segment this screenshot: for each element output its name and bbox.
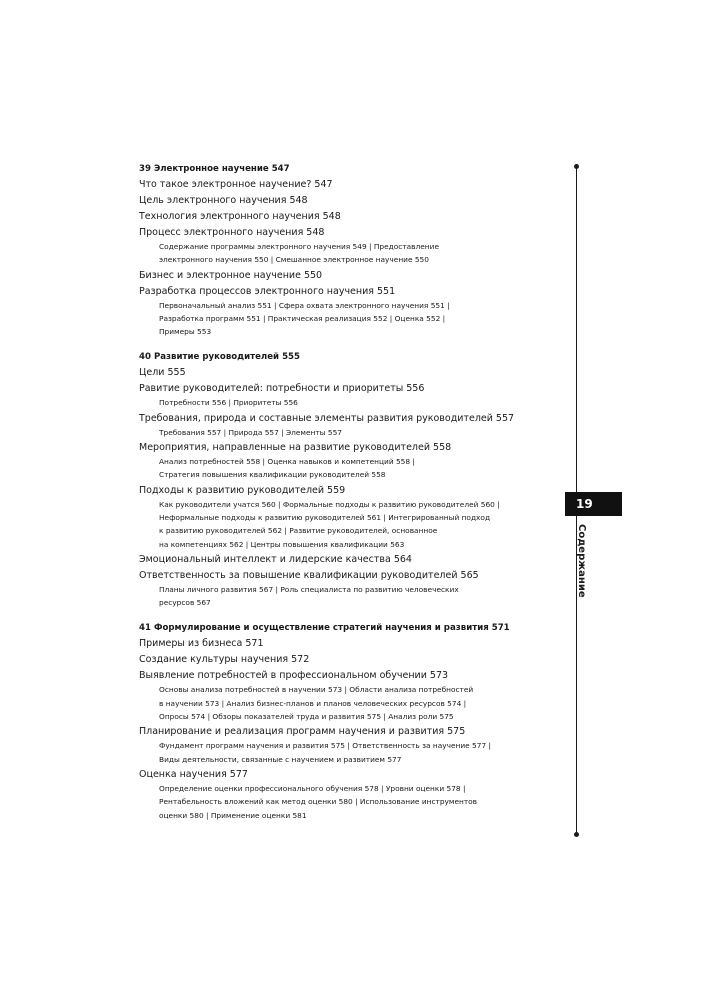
subsection-list <box>159 739 539 766</box>
section-title[interactable]: Цель электронного научения 548 <box>139 195 308 206</box>
section-title[interactable]: Подходы к развитию руководителей 559 <box>139 484 346 496</box>
subsection-line: Фундамент программ научения и развития 575 | Ответственность за научение 577 | <box>159 741 491 751</box>
section-title[interactable]: Цели 555 <box>139 367 186 379</box>
section-title[interactable]: Планирование и реализация программ научения и развития 575 <box>139 726 466 738</box>
subsection-line: Потребности 556 | Приоритеты 556 <box>159 398 298 408</box>
chapter-title[interactable]: 40 Развитие руководителей 555 <box>139 352 301 363</box>
subsection-line: оценки 580 | Применение оценки 581 <box>159 810 307 820</box>
page-number: 19 <box>576 497 593 511</box>
section-title[interactable]: Выявление потребностей в профессиональном обучении 573 <box>139 670 449 682</box>
subsection-list <box>159 583 539 610</box>
subsection-line: к развитию руководителей 562 | Развитие руководителей, основанное <box>159 526 438 536</box>
subsection-line: Планы личного развития 567 | Роль специалиста по развитию человеческих <box>159 584 459 594</box>
subsection-line: Стратегия повышения квалификации руководителей 558 <box>159 470 386 480</box>
rule-bottom-dot <box>574 832 579 837</box>
section-title[interactable]: Ответственность за повышение квалификации руководителей 565 <box>139 569 479 581</box>
subsection-list <box>159 426 539 439</box>
section-title[interactable]: Эмоциональный интеллект и лидерские качества 564 <box>139 553 412 565</box>
subsection-list <box>159 455 539 482</box>
toc-section <box>139 285 539 339</box>
subsection-line: Как руководители учатся 560 | Формальные подходы к развитию руководителей 560 | <box>159 499 500 509</box>
running-head <box>574 524 588 604</box>
subsection-line: Виды деятельности, связанные с научением и развитием 577 <box>159 754 402 764</box>
toc-section <box>139 725 539 766</box>
toc-section <box>139 669 539 723</box>
subsection-line: Анализ потребностей 558 | Оценка навыков и компетенций 558 | <box>159 457 415 467</box>
table-of-contents <box>139 162 539 822</box>
subsection-line: Опросы 574 | Обзоры показателей труда и развития 575 | Анализ роли 575 <box>159 712 454 722</box>
subsection-line: ресурсов 567 <box>159 598 211 608</box>
section-title[interactable]: Бизнес и электронное научение 550 <box>139 269 323 281</box>
rule-top-dot <box>574 164 579 169</box>
chapter-block <box>139 621 539 821</box>
toc-section <box>139 637 539 651</box>
subsection-list <box>159 240 539 267</box>
subsection-line: Первоначальный анализ 551 | Сфера охвата электронного научения 551 | <box>159 300 450 310</box>
toc-section <box>139 269 539 283</box>
toc-section <box>139 366 539 380</box>
toc-section <box>139 484 539 551</box>
subsection-list <box>159 299 539 339</box>
toc-section <box>139 226 539 267</box>
subsection-line: Требования 557 | Природа 557 | Элементы 557 <box>159 427 342 437</box>
subsection-line: в научении 573 | Анализ бизнес-планов и планов человеческих ресурсов 574 | <box>159 698 467 708</box>
subsection-line: на компетенциях 562 | Центры повышения квалификации 563 <box>159 539 405 549</box>
toc-section <box>139 382 539 409</box>
section-title[interactable]: Разработка процессов электронного научения 551 <box>139 285 396 297</box>
running-head-text: Содержание <box>576 524 587 598</box>
subsection-line: Рентабельность вложений как метод оценки 580 | Использование инструментов <box>159 797 478 807</box>
subsection-line: Основы анализа потребностей в научении 573 | Области анализа потребностей <box>159 685 474 695</box>
section-title[interactable]: Что такое электронное научение? 547 <box>139 179 333 190</box>
section-title[interactable]: Требования, природа и составные элементы развития руководителей 557 <box>139 412 515 424</box>
toc-section <box>139 653 539 667</box>
section-title[interactable]: Технология электронного научения 548 <box>139 211 341 222</box>
subsection-list <box>159 498 539 551</box>
section-title[interactable]: Примеры из бизнеса 571 <box>139 638 264 650</box>
toc-section <box>139 210 539 224</box>
subsection-list <box>159 396 539 409</box>
toc-section <box>139 569 539 610</box>
toc-section <box>139 178 539 192</box>
subsection-line: Примеры 553 <box>159 327 212 337</box>
toc-section <box>139 194 539 208</box>
chapter-block <box>139 350 539 609</box>
section-title[interactable]: Мероприятия, направленные на развитие руководителей 558 <box>139 442 452 454</box>
chapter-block <box>139 162 539 338</box>
section-title[interactable]: Создание культуры научения 572 <box>139 654 310 666</box>
subsection-line: Определение оценки профессионального обучения 578 | Уровни оценки 578 | <box>159 783 466 793</box>
subsection-list <box>159 683 539 723</box>
toc-section <box>139 768 539 822</box>
subsection-line: Неформальные подходы к развитию руководителей 561 | Интегрированный подход <box>159 512 491 522</box>
section-title[interactable]: Оценка научения 577 <box>139 768 248 780</box>
section-title[interactable]: Процесс электронного научения 548 <box>139 227 325 238</box>
chapter-title[interactable]: 39 Электронное научение 547 <box>139 164 290 174</box>
chapter-title[interactable]: 41 Формулирование и осуществление стратегий научения и развития 571 <box>139 623 510 634</box>
subsection-list <box>159 782 539 822</box>
toc-section <box>139 553 539 567</box>
subsection-line: электронного научения 550 | Смешанное электронное научение 550 <box>159 255 429 265</box>
toc-section <box>139 412 539 439</box>
subsection-line: Содержание программы электронного научения 549 | Предоставление <box>159 242 439 251</box>
section-title[interactable]: Равитие руководителей: потребности и приоритеты 556 <box>139 383 425 395</box>
subsection-line: Разработка программ 551 | Практическая реализация 552 | Оценка 552 | <box>159 313 446 323</box>
page-number-tab <box>565 492 622 516</box>
toc-section <box>139 441 539 482</box>
